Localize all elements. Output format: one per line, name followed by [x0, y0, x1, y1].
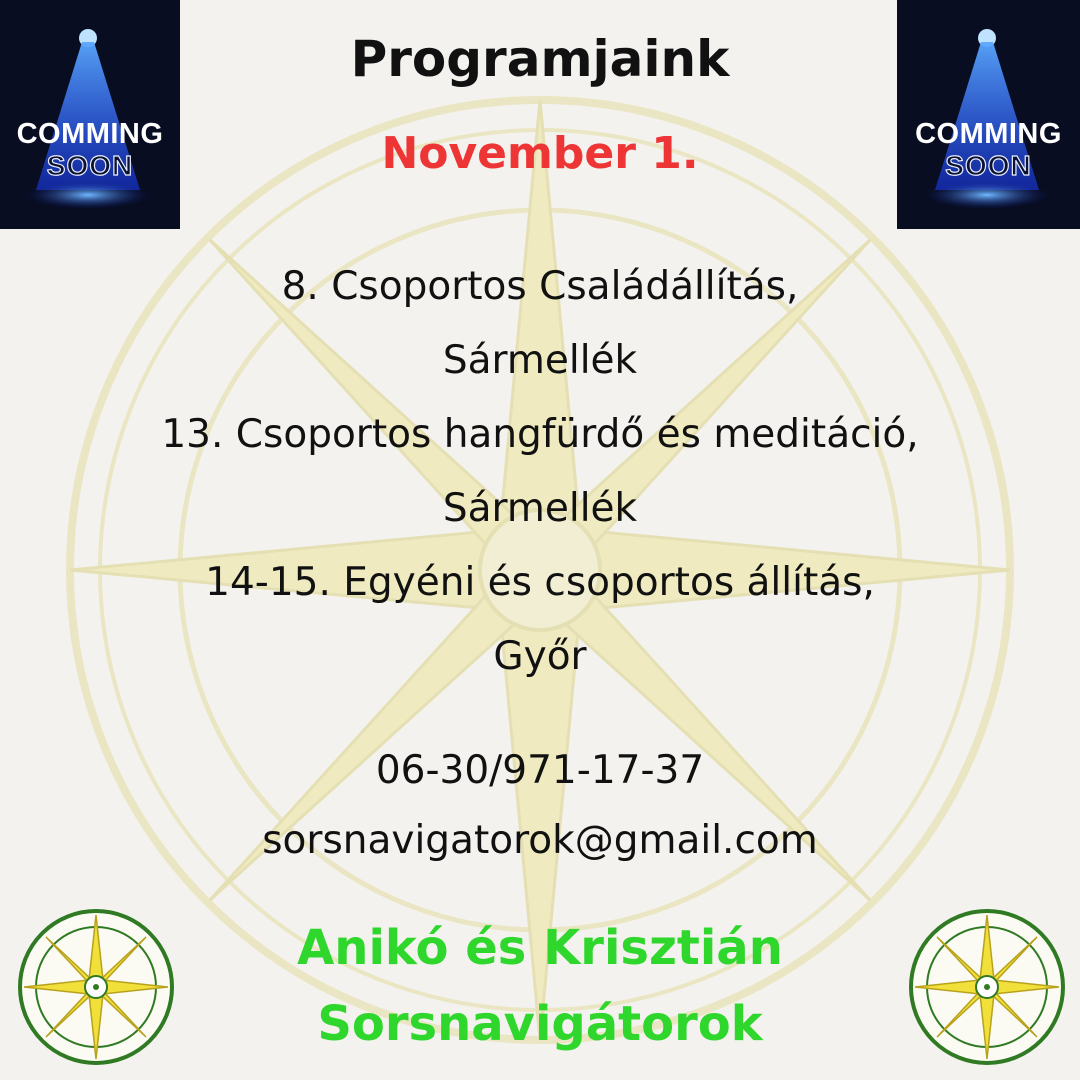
- event-1-location: Sármellék: [442, 338, 638, 383]
- badge-line1: COMMING: [915, 118, 1062, 150]
- contact-phone[interactable]: 06-30/971-17-37: [375, 748, 705, 793]
- badge-line2: SOON: [46, 150, 134, 181]
- contact-email[interactable]: sorsnavigatorok@gmail.com: [262, 818, 818, 863]
- compass-rose-logo: [907, 907, 1067, 1067]
- event-month-date: November 1.: [381, 128, 699, 179]
- brand-name: Sorsnavigátorok: [317, 996, 763, 1052]
- compass-rose-logo: [16, 907, 176, 1067]
- event-3-location: Győr: [493, 634, 587, 679]
- badge-line2: SOON: [945, 150, 1032, 181]
- organizer-names: Anikó és Krisztián: [297, 920, 783, 976]
- event-1-title: 8. Csoportos Családállítás,: [281, 264, 799, 309]
- badge-line1: COMMING: [16, 118, 164, 150]
- event-2-location: Sármellék: [442, 486, 638, 531]
- page-title: Programjaink: [350, 30, 730, 88]
- event-2-title: 13. Csoportos hangfürdő és meditáció,: [161, 412, 919, 457]
- event-3-title: 14-15. Egyéni és csoportos állítás,: [205, 560, 875, 605]
